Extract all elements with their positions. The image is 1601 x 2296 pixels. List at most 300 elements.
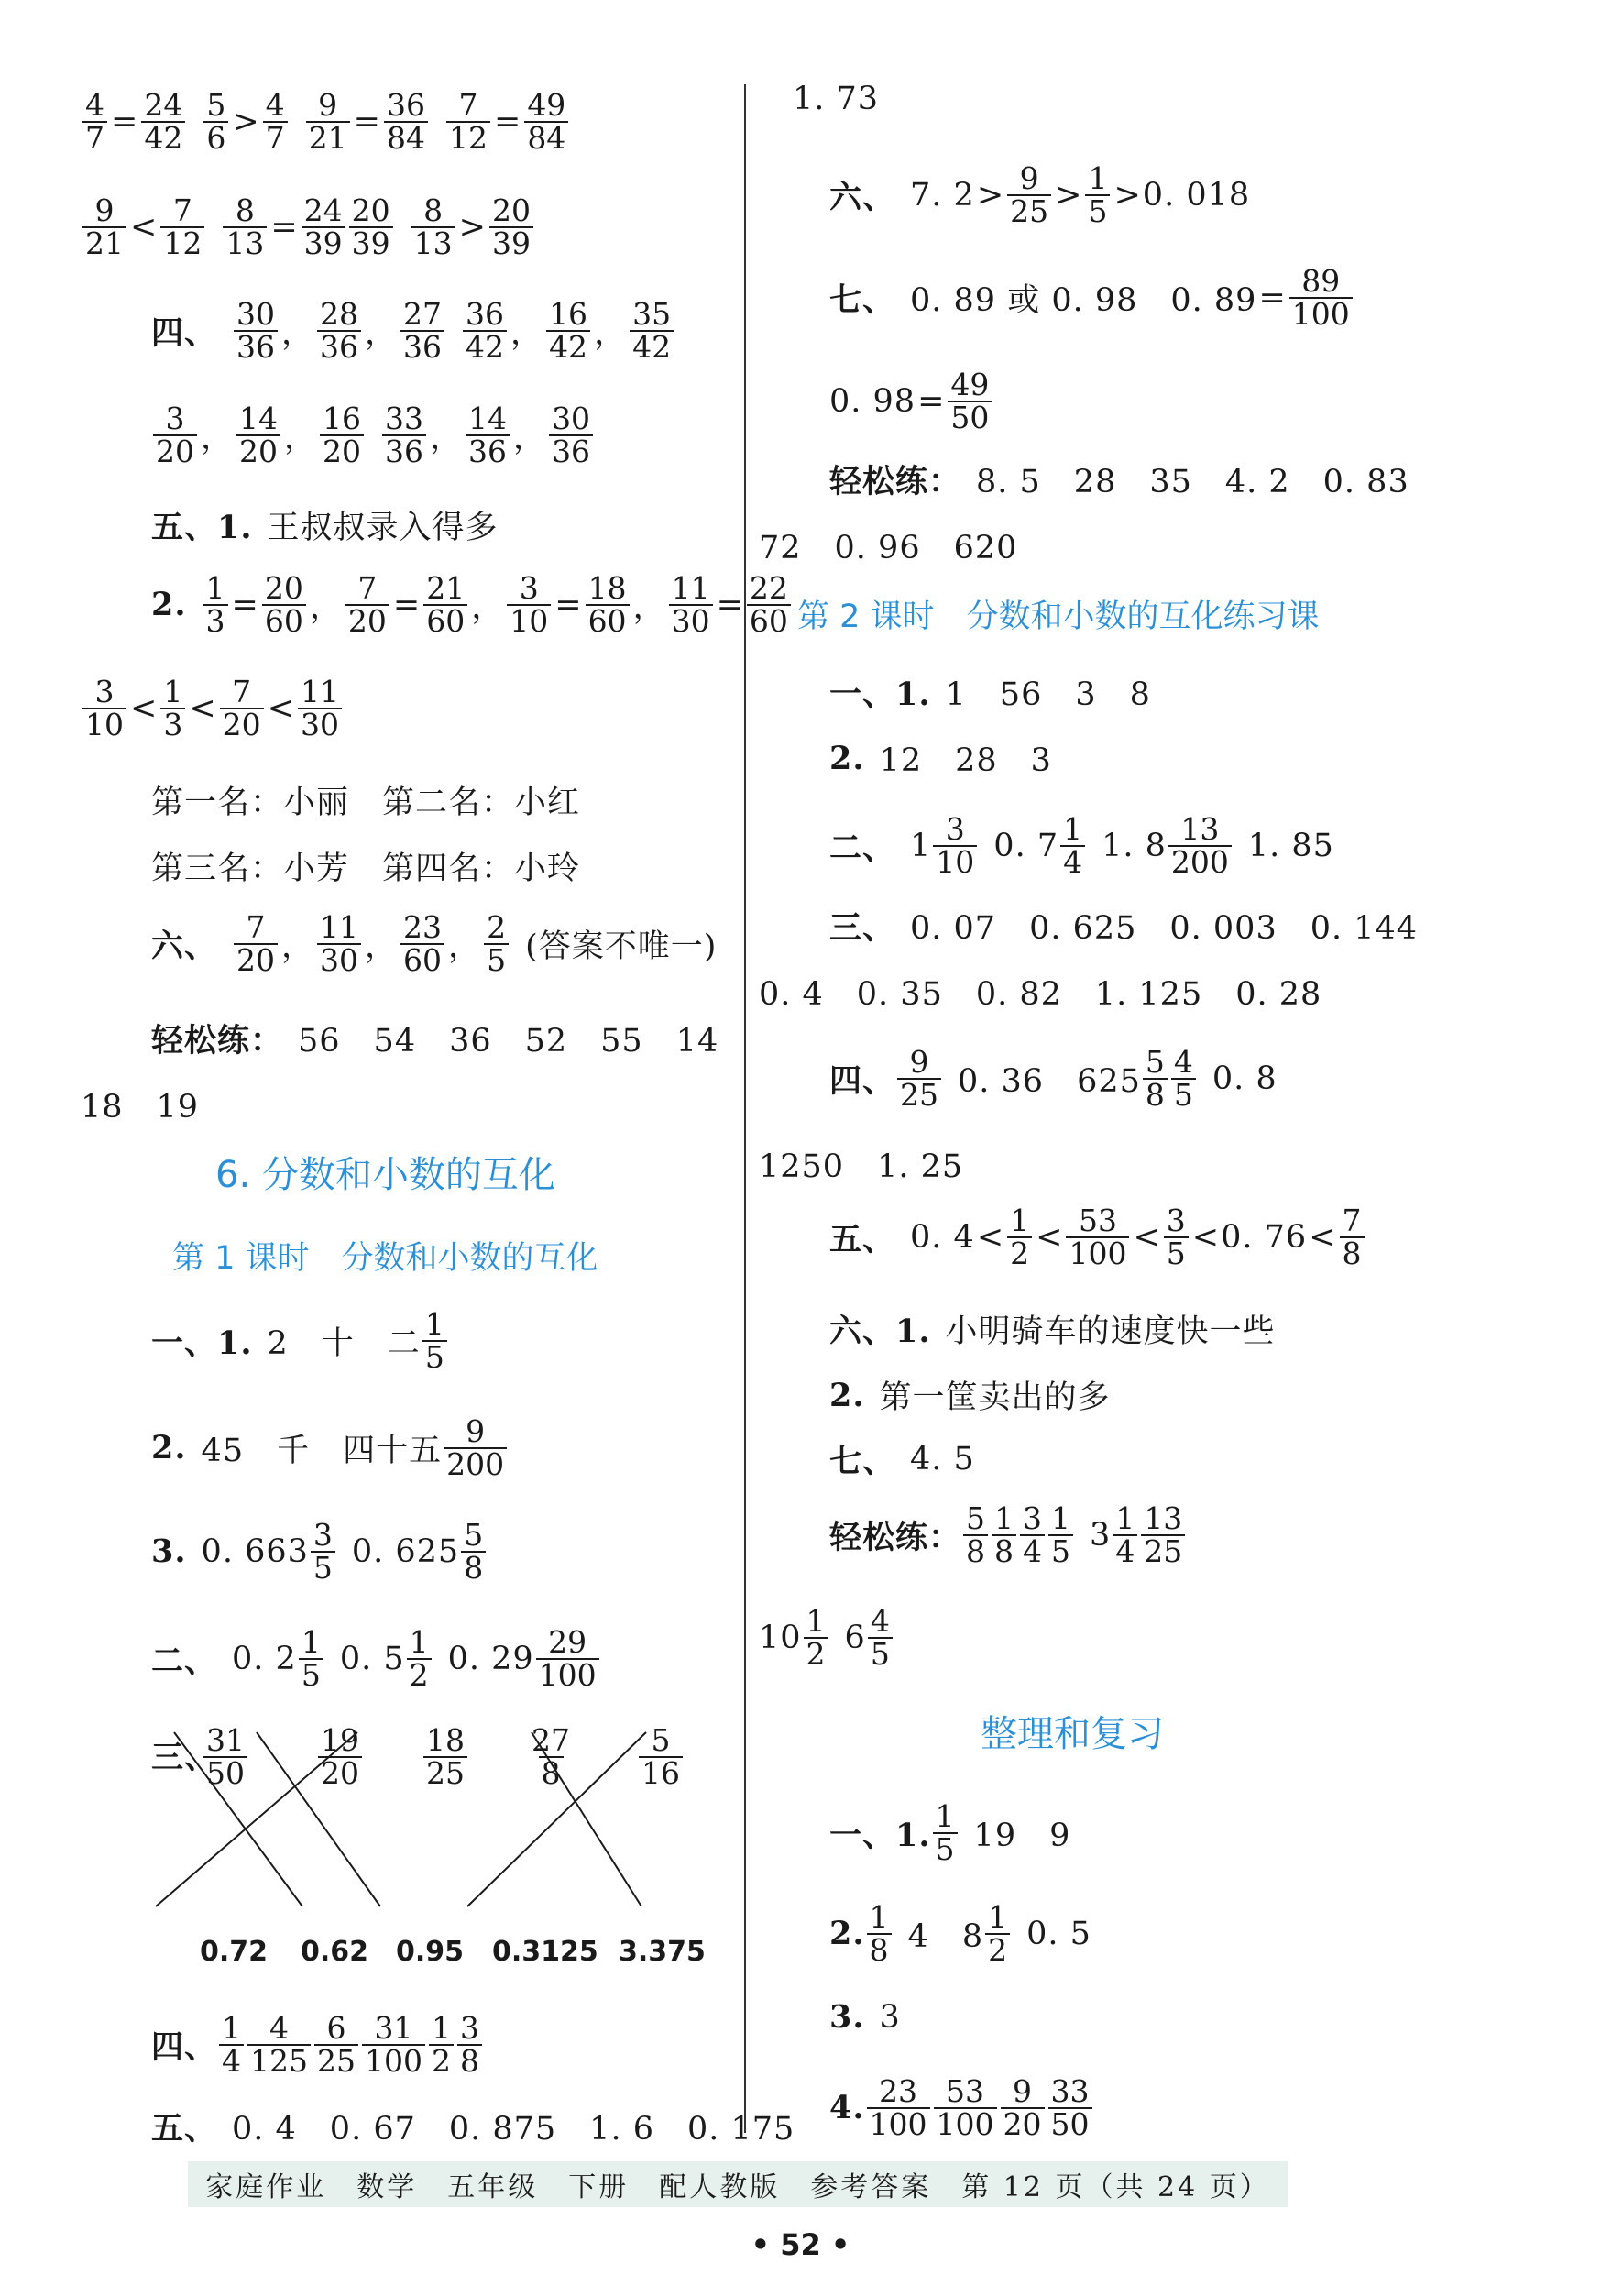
denominator: 25 xyxy=(1007,194,1051,227)
fraction xyxy=(320,403,364,467)
fraction-list xyxy=(461,296,675,365)
numerator: 31 xyxy=(374,2010,413,2046)
mixed-number xyxy=(910,811,979,880)
numerator: 33 xyxy=(385,401,424,436)
answer-text: 0. 36 625 xyxy=(958,1062,1141,1100)
fraction xyxy=(382,403,426,467)
fraction xyxy=(345,570,389,639)
numerator: 36 xyxy=(466,296,505,332)
section-heading: 整理和复习 xyxy=(981,1713,1164,1755)
denominator: 10 xyxy=(933,845,977,878)
answer-text: 0. 625 xyxy=(351,1532,460,1570)
fraction xyxy=(422,1306,447,1375)
numerator: 16 xyxy=(323,401,362,436)
fraction xyxy=(384,87,428,156)
numerator: 31 xyxy=(206,1722,245,1758)
answer-line xyxy=(151,296,675,365)
expression xyxy=(202,87,289,156)
fraction xyxy=(236,403,280,467)
fraction xyxy=(160,192,204,261)
numerator: 30 xyxy=(552,401,591,436)
question-label: 2. xyxy=(829,1915,865,1953)
numerator: 7 xyxy=(246,909,266,945)
answer-line xyxy=(829,369,993,433)
numerator: 23 xyxy=(403,909,443,945)
numerator: 1 xyxy=(1115,1500,1135,1536)
answer-text: 12 28 3 xyxy=(879,742,1052,779)
separator: ， xyxy=(281,928,314,965)
expression xyxy=(81,192,206,261)
fraction xyxy=(220,676,264,740)
denominator: 20 xyxy=(153,434,197,467)
answer-line xyxy=(829,1372,1111,1418)
numerator: 33 xyxy=(1050,2073,1090,2109)
fraction xyxy=(867,2073,930,2142)
denominator: 100 xyxy=(362,2044,425,2077)
answer-text: 第一筐卖出的多 xyxy=(879,1379,1111,1416)
fraction xyxy=(306,87,350,156)
answer-line xyxy=(151,777,580,823)
answer-line xyxy=(151,1016,718,1061)
operator: < xyxy=(130,689,158,727)
match-line xyxy=(156,1732,357,1906)
separator: ， xyxy=(448,928,481,965)
answer-text: 0. 4 0. 67 0. 875 1. 6 0. 175 xyxy=(232,2111,795,2148)
numerator: 13 xyxy=(1180,811,1220,847)
operator: < xyxy=(1191,1218,1220,1256)
answer-text: 0. 29 xyxy=(447,1640,534,1677)
question-label: 四、 xyxy=(829,1061,896,1100)
decimal-label: 0.72 xyxy=(200,1936,269,1968)
column-divider xyxy=(744,84,746,2133)
answer-line xyxy=(151,2010,484,2079)
answer-line xyxy=(81,87,570,156)
denominator: 13 xyxy=(223,226,267,259)
denominator: 2 xyxy=(1007,1236,1032,1269)
expression xyxy=(910,160,1251,229)
question-label: 2. xyxy=(151,586,187,624)
separator: ， xyxy=(365,928,398,965)
answer-line xyxy=(829,456,1409,502)
operator: = xyxy=(917,382,945,420)
separator: ， xyxy=(201,419,234,456)
fraction xyxy=(1020,1500,1045,1569)
page-number: • 52 • xyxy=(751,2227,850,2262)
answer-text: 3 xyxy=(879,1998,901,2036)
answer-line xyxy=(829,1798,1071,1867)
answer-text: 0. 4 xyxy=(910,1218,975,1256)
whole-part: 1 xyxy=(910,827,932,864)
denominator: 4 xyxy=(1113,1534,1137,1567)
lesson-heading: 第 1 课时 分数和小数的互化 xyxy=(172,1240,598,1277)
answer-text: 0. 018 xyxy=(1142,176,1251,214)
numerator: 1 xyxy=(869,1899,889,1935)
expression xyxy=(221,192,346,261)
denominator: 30 xyxy=(317,943,361,976)
fraction-list xyxy=(380,403,595,467)
fraction xyxy=(223,192,267,261)
operator: = xyxy=(111,103,138,140)
answer-text: 0. 89 或 0. 98 0. 89 xyxy=(910,281,1257,319)
numerator: 5 xyxy=(966,1500,986,1536)
denominator: 84 xyxy=(524,121,568,154)
question-label: 四、 xyxy=(151,313,218,352)
answer-line xyxy=(151,1517,488,1586)
answer-line xyxy=(829,735,1052,781)
question-label: 2. xyxy=(151,1429,187,1467)
denominator: 8 xyxy=(539,1756,564,1789)
whole-part: 10 xyxy=(759,1619,802,1656)
question-label: 六、1. xyxy=(829,1313,931,1350)
separator: ， xyxy=(510,314,543,352)
answer-text: (答案不唯一) xyxy=(525,928,718,965)
denominator: 10 xyxy=(507,604,551,637)
numerator: 23 xyxy=(879,2073,918,2109)
answer-text: 0. 76 xyxy=(1221,1218,1308,1256)
fraction xyxy=(992,1500,1016,1569)
fraction xyxy=(536,1624,599,1693)
numerator: 7 xyxy=(232,674,252,709)
numerator: 19 xyxy=(321,1722,359,1758)
mixed-number xyxy=(759,1603,830,1672)
question-label: 三、 xyxy=(151,1739,218,1776)
denominator: 10 xyxy=(82,708,126,741)
numerator: 1 xyxy=(222,2010,242,2046)
fraction xyxy=(400,909,444,978)
numerator: 8 xyxy=(423,192,444,228)
answer-line xyxy=(151,1413,509,1482)
denominator: 42 xyxy=(141,121,185,154)
question-label: 轻松练： xyxy=(829,463,962,500)
denominator: 8 xyxy=(963,1534,988,1567)
expression xyxy=(910,263,1354,332)
denominator: 4 xyxy=(1020,1534,1045,1567)
answer-text: 0. 5 xyxy=(1026,1915,1091,1952)
numerator: 1 xyxy=(1010,1203,1030,1238)
denominator: 100 xyxy=(867,2107,930,2140)
denominator: 36 xyxy=(317,330,361,363)
fraction xyxy=(524,87,568,156)
fraction xyxy=(141,87,185,156)
denominator: 5 xyxy=(311,1551,335,1584)
fraction xyxy=(317,296,361,365)
question-label: 一、1. xyxy=(151,1324,253,1362)
operator: = xyxy=(716,586,743,623)
fraction xyxy=(247,2010,311,2079)
answer-text: 0. 663 xyxy=(201,1532,309,1570)
numerator: 18 xyxy=(426,1722,465,1758)
numerator: 27 xyxy=(403,296,443,332)
answer-text: 0. 98 xyxy=(829,382,916,420)
fraction-list xyxy=(232,296,446,365)
denominator: 5 xyxy=(868,1637,893,1670)
numerator: 9 xyxy=(94,192,115,228)
denominator: 50 xyxy=(203,1756,247,1789)
denominator: 25 xyxy=(314,2044,358,2077)
numerator: 4 xyxy=(870,1603,890,1639)
denominator: 60 xyxy=(262,604,306,637)
numerator: 5 xyxy=(651,1722,671,1758)
fraction xyxy=(1085,160,1110,229)
denominator: 20 xyxy=(234,943,278,976)
denominator: 4 xyxy=(1060,845,1085,878)
numerator: 3 xyxy=(1023,1500,1043,1536)
question-label: 五、1. xyxy=(151,509,253,546)
denominator: 60 xyxy=(423,604,467,637)
separator: ， xyxy=(309,588,342,626)
answer-line xyxy=(829,1899,1091,1968)
fraction xyxy=(1171,1044,1196,1113)
answer-text: 0. 4 0. 35 0. 82 1. 125 0. 28 xyxy=(759,976,1322,1013)
denominator: 39 xyxy=(349,226,393,259)
denominator: 12 xyxy=(446,121,490,154)
numerator: 21 xyxy=(426,570,466,606)
denominator: 2 xyxy=(429,2044,454,2077)
fraction xyxy=(466,403,510,467)
expression xyxy=(410,192,535,261)
expression xyxy=(444,87,570,156)
numerator: 8 xyxy=(235,192,255,228)
fraction xyxy=(1289,263,1353,332)
separator: ， xyxy=(632,588,665,626)
denominator: 3 xyxy=(203,604,228,637)
answer-line xyxy=(81,1082,199,1127)
fraction xyxy=(311,1517,335,1586)
numerator: 28 xyxy=(320,296,359,332)
match-line xyxy=(532,1732,641,1906)
answer-line xyxy=(829,669,1151,715)
answer-line xyxy=(759,522,1017,568)
denominator: 100 xyxy=(1066,1236,1129,1269)
numerator: 22 xyxy=(749,570,788,606)
answer-line xyxy=(81,676,344,740)
answer-line xyxy=(829,1436,975,1482)
denominator: 5 xyxy=(1048,1534,1073,1567)
numerator: 11 xyxy=(671,570,710,606)
denominator: 50 xyxy=(1048,2107,1092,2140)
numerator: 1 xyxy=(1063,811,1083,847)
numerator: 3 xyxy=(945,811,965,847)
answer-text: 4 8 xyxy=(907,1917,984,1955)
expression xyxy=(81,676,344,740)
answer-line xyxy=(829,1500,1187,1569)
answer-text: 4. 5 xyxy=(910,1441,975,1478)
fraction xyxy=(1048,1500,1073,1569)
expression xyxy=(829,369,993,433)
numerator: 3 xyxy=(460,2010,480,2046)
denominator: 100 xyxy=(1289,297,1353,330)
denominator: 21 xyxy=(82,226,126,259)
fraction xyxy=(411,192,455,261)
answer-text: 2 十 二 xyxy=(267,1324,421,1362)
numerator: 18 xyxy=(587,570,627,606)
denominator: 20 xyxy=(1001,2107,1045,2140)
fraction xyxy=(1113,1500,1137,1569)
numerator: 53 xyxy=(946,2073,985,2109)
decimal-label: 3.375 xyxy=(619,1936,706,1968)
numerator: 1 xyxy=(806,1603,826,1639)
fraction xyxy=(203,570,228,639)
answer-text: 19 9 xyxy=(973,1817,1071,1854)
denominator: 8 xyxy=(1340,1236,1365,1269)
numerator: 1 xyxy=(424,1306,444,1342)
fraction xyxy=(234,909,278,978)
answer-line xyxy=(151,403,595,467)
denominator: 21 xyxy=(306,121,350,154)
answer-line xyxy=(829,160,1251,229)
fraction xyxy=(933,1798,958,1867)
denominator: 25 xyxy=(423,1756,467,1789)
question-label: 2. xyxy=(829,1376,865,1414)
fraction xyxy=(867,1899,892,1968)
denominator: 36 xyxy=(234,330,278,363)
numerator: 3 xyxy=(94,674,115,709)
answer-line xyxy=(829,263,1354,332)
denominator: 3 xyxy=(160,708,185,741)
operator: = xyxy=(1258,279,1286,316)
operator: > xyxy=(976,176,1004,214)
lesson-heading: 第 2 课时 分数和小数的互化练习课 xyxy=(797,599,1320,635)
question-label: 轻松练： xyxy=(151,1022,284,1060)
answer-line xyxy=(829,1998,901,2036)
denominator: 5 xyxy=(933,1832,958,1865)
answer-line xyxy=(829,1205,1366,1269)
question-label: 二、 xyxy=(151,1642,218,1680)
denominator: 20 xyxy=(320,434,364,467)
operator: < xyxy=(1036,1218,1063,1256)
numerator: 20 xyxy=(264,570,303,606)
denominator: 6 xyxy=(203,121,228,154)
denominator: 2 xyxy=(407,1658,432,1691)
answer-line xyxy=(151,2104,795,2149)
answer-text: 45 千 四十五 xyxy=(201,1432,443,1469)
operator: < xyxy=(267,689,294,727)
fraction xyxy=(82,676,126,740)
numerator: 7 xyxy=(357,570,378,606)
numerator: 7 xyxy=(1342,1203,1362,1238)
fraction xyxy=(203,87,228,156)
numerator: 11 xyxy=(320,909,359,945)
denominator: 20 xyxy=(345,604,389,637)
denominator: 200 xyxy=(444,1447,507,1480)
numerator: 1 xyxy=(301,1624,321,1660)
answer-line xyxy=(759,969,1321,1015)
fraction xyxy=(407,1624,432,1693)
fraction xyxy=(457,2010,482,2079)
answer-line xyxy=(759,1603,894,1672)
numerator: 20 xyxy=(491,192,531,228)
denominator: 2 xyxy=(985,1933,1010,1966)
answer-text: 72 0. 96 620 xyxy=(759,530,1018,566)
numerator: 1 xyxy=(205,570,225,606)
denominator: 5 xyxy=(299,1658,323,1691)
fraction xyxy=(461,1517,486,1586)
numerator: 4 xyxy=(85,87,104,123)
question-label: 3. xyxy=(829,1998,865,2036)
answer-text: 1 56 3 8 xyxy=(945,676,1151,713)
fraction xyxy=(446,87,490,156)
answer-line xyxy=(793,81,879,117)
operator: = xyxy=(493,103,521,140)
fraction xyxy=(484,909,509,978)
denominator: 200 xyxy=(1168,845,1232,878)
operator: < xyxy=(1309,1218,1336,1256)
denominator: 5 xyxy=(484,943,509,976)
question-label: 五、 xyxy=(151,2110,218,2148)
answer-text: 1. 85 xyxy=(1247,827,1334,864)
matching-diagram xyxy=(137,1723,706,1961)
answer-text: 王叔叔录入得多 xyxy=(267,510,499,546)
numerator: 3 xyxy=(165,401,185,436)
answer-text: 7. 2 xyxy=(910,176,975,214)
operator: > xyxy=(458,208,486,246)
fraction xyxy=(263,87,288,156)
operator: > xyxy=(1055,176,1082,214)
fraction xyxy=(444,1413,507,1482)
denominator: 84 xyxy=(384,121,428,154)
expression xyxy=(81,87,187,156)
fraction xyxy=(302,192,345,261)
denominator: 7 xyxy=(82,121,107,154)
expression xyxy=(304,87,430,156)
fraction xyxy=(1048,2073,1092,2142)
fraction xyxy=(948,369,992,433)
answer-text: 第三名：小芳 第四名：小玲 xyxy=(151,851,581,887)
answer-line xyxy=(759,1141,963,1187)
fraction xyxy=(630,296,674,365)
operator: = xyxy=(353,103,380,140)
denominator: 39 xyxy=(489,226,533,259)
question-label: 一、1. xyxy=(829,1816,931,1854)
question-label: 六、 xyxy=(829,178,896,216)
fraction xyxy=(400,296,444,365)
question-label: 七、 xyxy=(829,1443,896,1480)
denominator: 100 xyxy=(934,2107,997,2140)
fraction xyxy=(1066,1205,1129,1269)
numerator: 2 xyxy=(487,909,507,945)
question-label: 七、 xyxy=(829,280,896,319)
operator: = xyxy=(554,586,582,623)
denominator: 5 xyxy=(422,1340,447,1373)
numerator: 11 xyxy=(300,674,339,709)
numerator: 4 xyxy=(1173,1044,1193,1080)
numerator: 27 xyxy=(532,1722,570,1758)
numerator: 24 xyxy=(144,87,183,123)
denominator: 7 xyxy=(263,121,288,154)
separator: ， xyxy=(281,314,314,352)
fraction xyxy=(747,570,791,639)
fraction xyxy=(1060,811,1085,880)
denominator: 25 xyxy=(1141,1534,1185,1567)
numerator: 9 xyxy=(1019,160,1039,196)
fraction-list xyxy=(151,403,366,467)
fraction xyxy=(1001,2073,1045,2142)
denominator: 12 xyxy=(160,226,204,259)
operator: < xyxy=(1133,1218,1160,1256)
denominator: 39 xyxy=(302,226,345,259)
footer-text: 家庭作业 数学 五年级 下册 配人教版 参考答案 第 12 页（共 24 页） xyxy=(205,2171,1270,2203)
numerator: 49 xyxy=(950,367,990,402)
fraction xyxy=(1007,160,1051,229)
operator: = xyxy=(392,586,421,623)
answer-line xyxy=(829,903,1418,949)
answer-text: 1250 1. 25 xyxy=(759,1148,964,1185)
numerator: 49 xyxy=(527,87,566,123)
fraction xyxy=(1168,811,1232,880)
numerator: 36 xyxy=(386,87,425,123)
fraction xyxy=(82,192,126,261)
separator: ， xyxy=(284,419,317,456)
